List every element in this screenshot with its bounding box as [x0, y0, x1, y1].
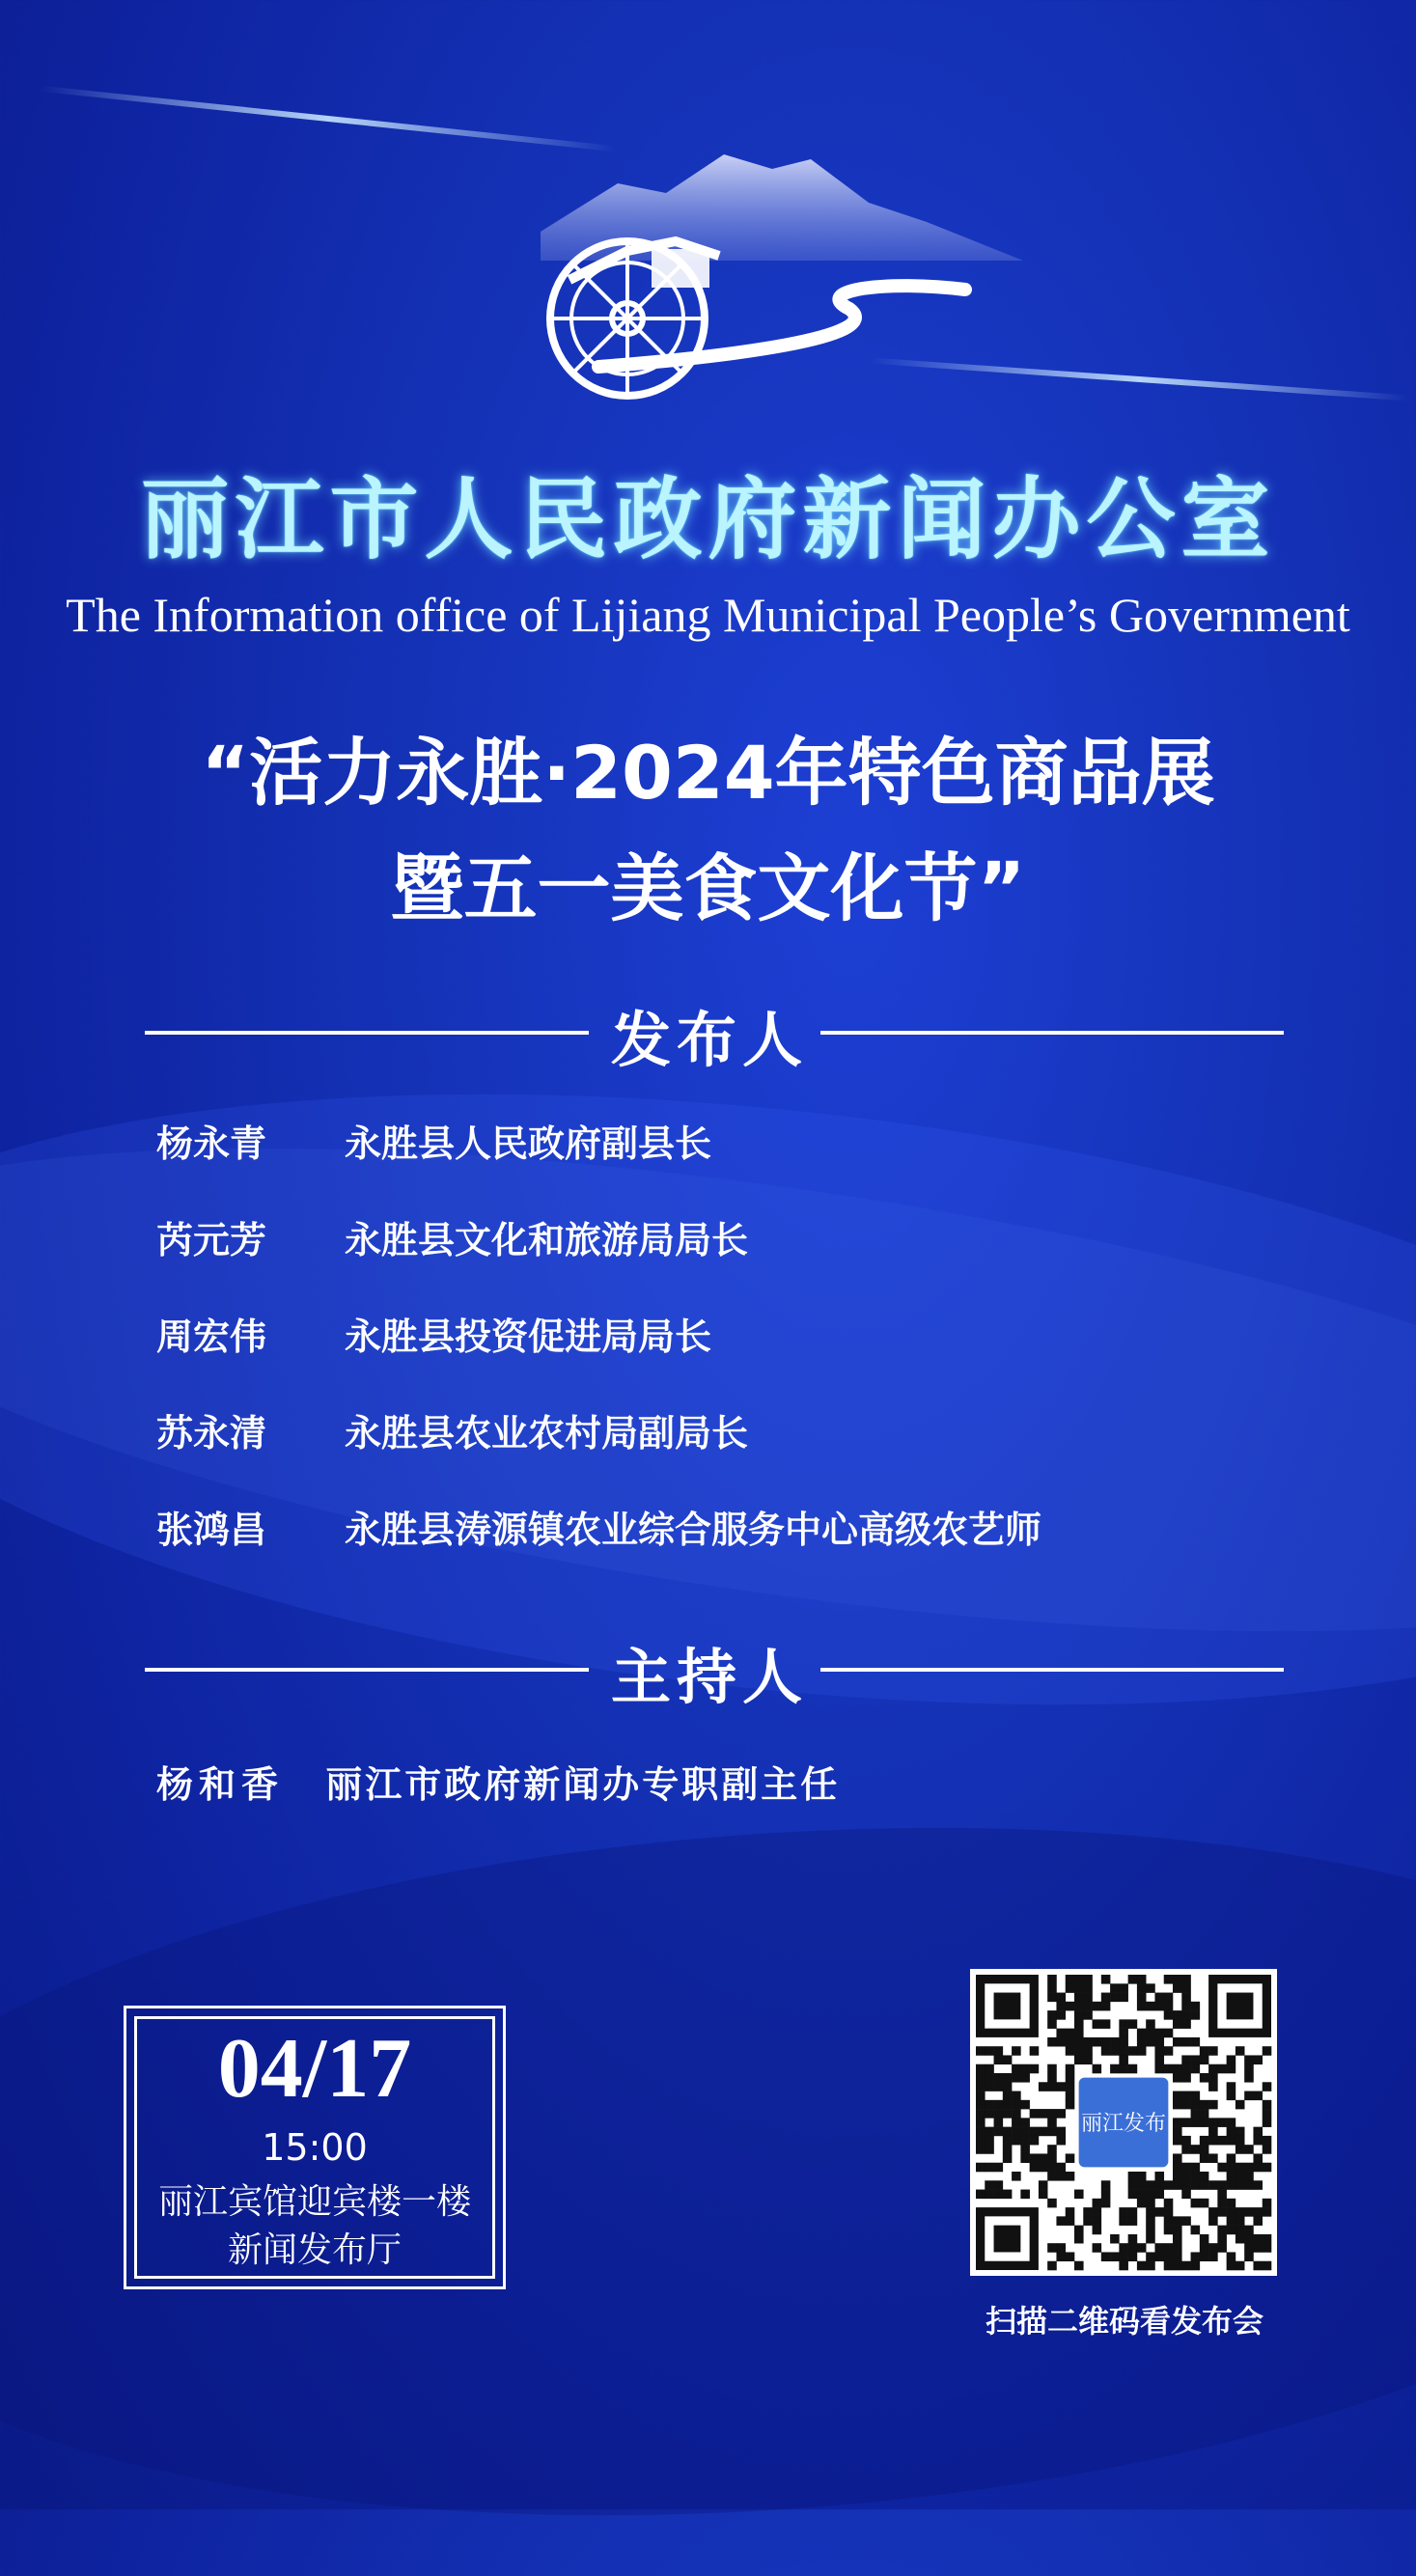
divider: [145, 1031, 589, 1035]
waterwheel-mountain-logo: [483, 135, 1023, 405]
speaker-name: 张鸿昌: [156, 1509, 267, 1551]
event-title-line-1: “活力永胜·2024年特色商品展: [201, 730, 1215, 816]
qr-code[interactable]: [970, 1969, 1277, 2276]
organization-name-cn: 丽江市人民政府新闻办公室: [140, 467, 1276, 571]
schedule-box: [124, 2006, 506, 2289]
event-time: 15:00: [262, 2126, 368, 2169]
host-name: 杨和香: [156, 1763, 285, 1806]
speaker-role: 永胜县农业农村局副局长: [345, 1412, 749, 1454]
divider: [820, 1668, 1284, 1672]
speaker-name: 芮元芳: [156, 1219, 267, 1261]
section-label: 发布人: [610, 1005, 808, 1075]
host-section-header: [145, 1629, 1284, 1712]
speaker-role: 永胜县投资促进局局长: [345, 1316, 712, 1358]
speaker-role: 永胜县人民政府副县长: [345, 1122, 712, 1165]
event-date: 04/17: [217, 2022, 412, 2116]
section-label: 主持人: [610, 1642, 808, 1712]
qr-center-label: 丽江发布: [1080, 2112, 1167, 2136]
divider: [820, 1031, 1284, 1035]
speakers-section-header: [145, 992, 1284, 1075]
speaker-role: 永胜县文化和旅游局局长: [345, 1219, 749, 1261]
organization-name-en: The Information office of Lijiang Municipal People’s Government: [66, 588, 1350, 642]
event-title-line-2: 暨五一美食文化节”: [390, 845, 1026, 931]
host-row: [156, 1755, 840, 1808]
host-role: 丽江市政府新闻办专职副主任: [325, 1763, 841, 1806]
speaker-name: 苏永清: [156, 1412, 267, 1454]
qr-caption: 扫描二维码看发布会: [985, 2303, 1263, 2340]
speaker-role: 永胜县涛源镇农业综合服务中心高级农艺师: [345, 1509, 1042, 1551]
speaker-name: 杨永青: [156, 1122, 267, 1165]
divider: [145, 1668, 589, 1672]
event-place-line-1: 丽江宾馆迎宾楼一楼: [157, 2182, 471, 2222]
event-place-line-2: 新闻发布厅: [227, 2230, 402, 2270]
speaker-name: 周宏伟: [156, 1316, 267, 1358]
